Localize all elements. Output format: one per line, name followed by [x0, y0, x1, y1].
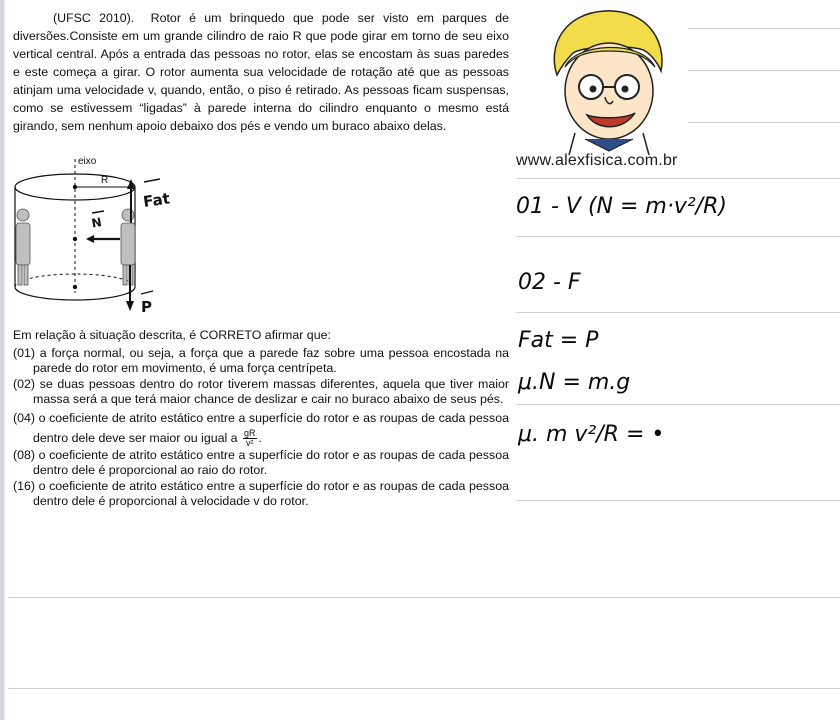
- option-04: (04) o coeficiente de atrito estático entre a superfície do rotor e as roupas de cada pessoa dentro dele deve ser maior ou igual a $\frac{gR}{\text{v²}}$ .: [13, 410, 509, 448]
- handwriting-line4: μ.N = m.g: [518, 370, 631, 395]
- rotor-diagram: [8, 155, 188, 315]
- ruled-line: [8, 688, 840, 689]
- ruled-line: [688, 122, 840, 123]
- handwriting-line1: 01 - V (N = m·v²/R): [516, 194, 727, 219]
- option-text: a força normal, ou seja, a força que a parede faz sobre uma pessoa encostada na parede do rotor em movimento, é uma força centrípeta.: [33, 345, 509, 375]
- option-code: (04): [13, 410, 36, 425]
- ruled-line: [688, 70, 840, 71]
- options-intro: Em relação à situação descrita, é CORRETO afirmar que:: [13, 328, 331, 342]
- question-body: Rotor é um brinquedo que pode ser visto em parques de diversões.Consiste em um grande cilindro de raio R que pode girar em torno de seu eixo vertical central. Após a entrada das pessoas no rotor, elas se encostam às suas paredes e este começa a girar. O rotor aumenta sua velocidade de rotação até que as pessoas atinjam uma velocidade v, quando, então, o piso é retirado. As pessoas ficam suspensas, como se estivessem “ligadas” à parede interna do cilindro enquanto o mesmo está girando, sem nenhum apoio debaixo dos pés e vendo um buraco abaixo delas.: [13, 11, 509, 133]
- option-08: [13, 448, 509, 479]
- option-01: [13, 346, 509, 377]
- ruled-line: [8, 597, 840, 598]
- option-text: o coeficiente de atrito estático entre a superfície do rotor e as roupas de cada pessoa dentro dele deve ser maior ou igual a: [33, 410, 509, 445]
- option-code: (08): [13, 447, 36, 462]
- weight-label: P: [141, 298, 152, 315]
- website-url[interactable]: www.alexfisica.com.br: [516, 152, 678, 169]
- left-frame-shadow: [4, 0, 5, 720]
- option-code: (01): [13, 345, 36, 360]
- axis-label: eixo: [78, 156, 97, 167]
- answer-options: [13, 328, 509, 510]
- radius-label: R: [101, 175, 109, 186]
- handwritten-notes: [512, 175, 812, 455]
- option-text: se duas pessoas dentro do rotor tiverem massas diferentes, aquela que tiver maior massa será a que terá maior chance de deslizar e cair no buraco abaixo de seus pés.: [33, 376, 509, 406]
- option-text: o coeficiente de atrito estático entre a superfície do rotor e as roupas de cada pessoa dentro dele é proporcional à velocidade v do rotor.: [33, 478, 509, 509]
- fraction-gR-over-v2: $\frac{gR}{\text{v²}}$: [244, 427, 256, 448]
- normal-force-label: N: [90, 215, 103, 231]
- handwriting-line2: 02 - F: [518, 270, 581, 295]
- person-right: [121, 209, 135, 285]
- ruled-line: [516, 500, 840, 501]
- person-left: [16, 209, 30, 285]
- option-code: (16): [13, 478, 36, 493]
- handwriting-line5: μ. m v²/R = •: [518, 422, 665, 447]
- handwriting-line3: Fat = P: [518, 328, 599, 353]
- option-text: o coeficiente de atrito estático entre a superfície do rotor e as roupas de cada pessoa dentro dele é proporcional ao raio do rotor.: [33, 447, 509, 478]
- friction-label: Fat: [142, 189, 171, 211]
- ruled-line: [688, 28, 840, 29]
- question-text: [13, 9, 509, 135]
- teacher-avatar: [545, 5, 675, 155]
- question-source: (UFSC 2010).: [53, 11, 135, 25]
- option-02: [13, 377, 509, 408]
- option-16: [13, 479, 509, 510]
- option-code: (02): [13, 376, 36, 391]
